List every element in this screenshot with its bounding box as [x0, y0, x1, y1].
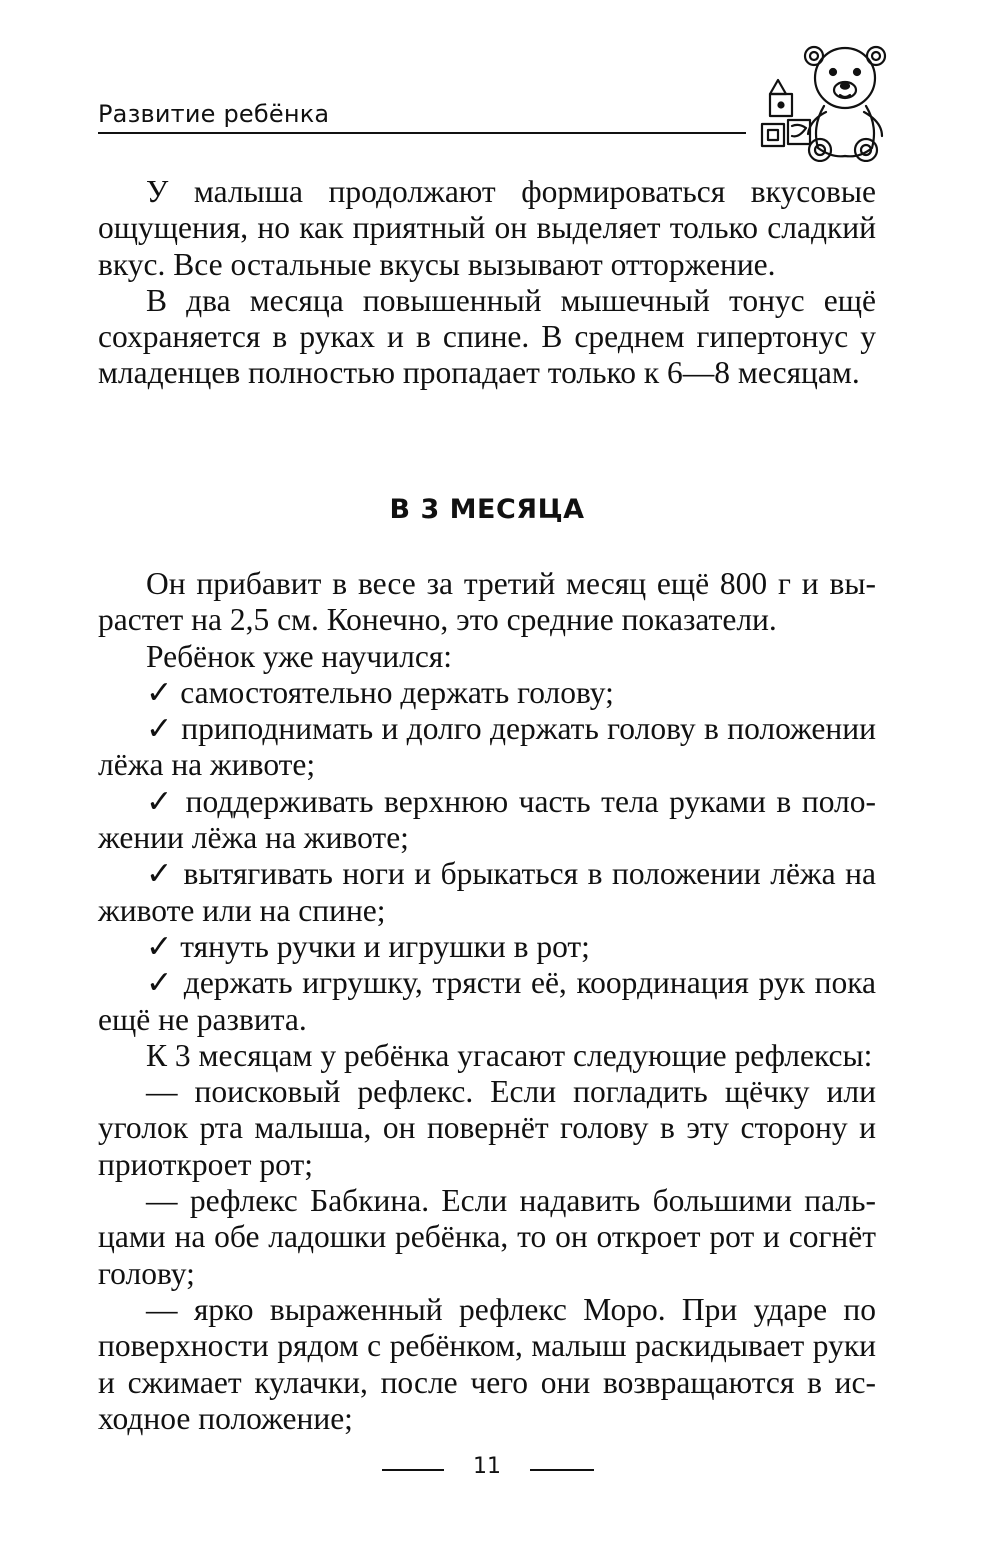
section-paragraph: Ребёнок уже научился:	[146, 638, 453, 674]
checklist-item: ✓ поддерживать верхнюю часть тела руками в положении лёжа на животе;	[98, 783, 876, 856]
checklist-item: ✓ тянуть ручки и игрушки в рот;	[146, 928, 590, 964]
section-paragraph: К 3 месяцам у ребёнка угасают следующие рефлексы:	[146, 1037, 873, 1073]
reflex-item: — ярко выраженный рефлекс Моро. При ударе по поверхности рядом с ребёнком, малыш раскидывает руки и сжимает кулачки, после чего они возвращаются в исходное положение;	[98, 1291, 876, 1436]
header-rule	[98, 132, 746, 134]
intro-paragraph: У малыша продолжают формироваться вкусовые ощущения, но как приятный он выделяет только сладкий вкус. Все остальные вкусы вызывают отторжение.	[98, 174, 876, 282]
checklist-item: ✓ держать игрушку, трясти её, координация рук пока ещё не развита.	[98, 965, 876, 1037]
page-footer	[0, 1454, 1000, 1484]
reflex-item: — рефлекс Бабкина. Если надавить большими пальцами на обе ладошки ребёнка, то он откроет рот и согнёт голову;	[98, 1183, 876, 1291]
checklist-item: ✓ вытягивать ноги и брыкаться в положении лёжа на животе или на спине;	[98, 856, 876, 928]
page-number: 11	[473, 1454, 501, 1479]
teddy-bear-with-blocks-icon	[748, 40, 888, 162]
footer-rule-right	[530, 1469, 594, 1471]
reflex-item: — поисковый рефлекс. Если погладить щёчку или уголок рта малыша, он повернёт голову в эту сторону и приоткроет рот;	[98, 1074, 876, 1182]
intro-text	[98, 174, 876, 392]
checklist-item: ✓ самостоятельно держать голову;	[146, 674, 614, 710]
footer-rule-left	[382, 1469, 444, 1471]
intro-paragraph: В два месяца повышенный мышечный тонус ещё сохраняется в руках и в спине. В среднем гипертонус у младенцев полностью пропадает только к 6—8 месяцам.	[98, 282, 876, 391]
checklist-item: ✓ приподнимать и долго держать голову в положении лёжа на животе;	[98, 711, 876, 783]
section-title: В 3 МЕСЯЦА	[389, 494, 585, 525]
section-text	[98, 566, 876, 1437]
running-header: Развитие ребёнка	[98, 100, 330, 128]
section-paragraph: Он прибавит в весе за третий месяц ещё 800 г и вырастет на 2,5 см. Конечно, это средние показатели.	[98, 566, 876, 638]
